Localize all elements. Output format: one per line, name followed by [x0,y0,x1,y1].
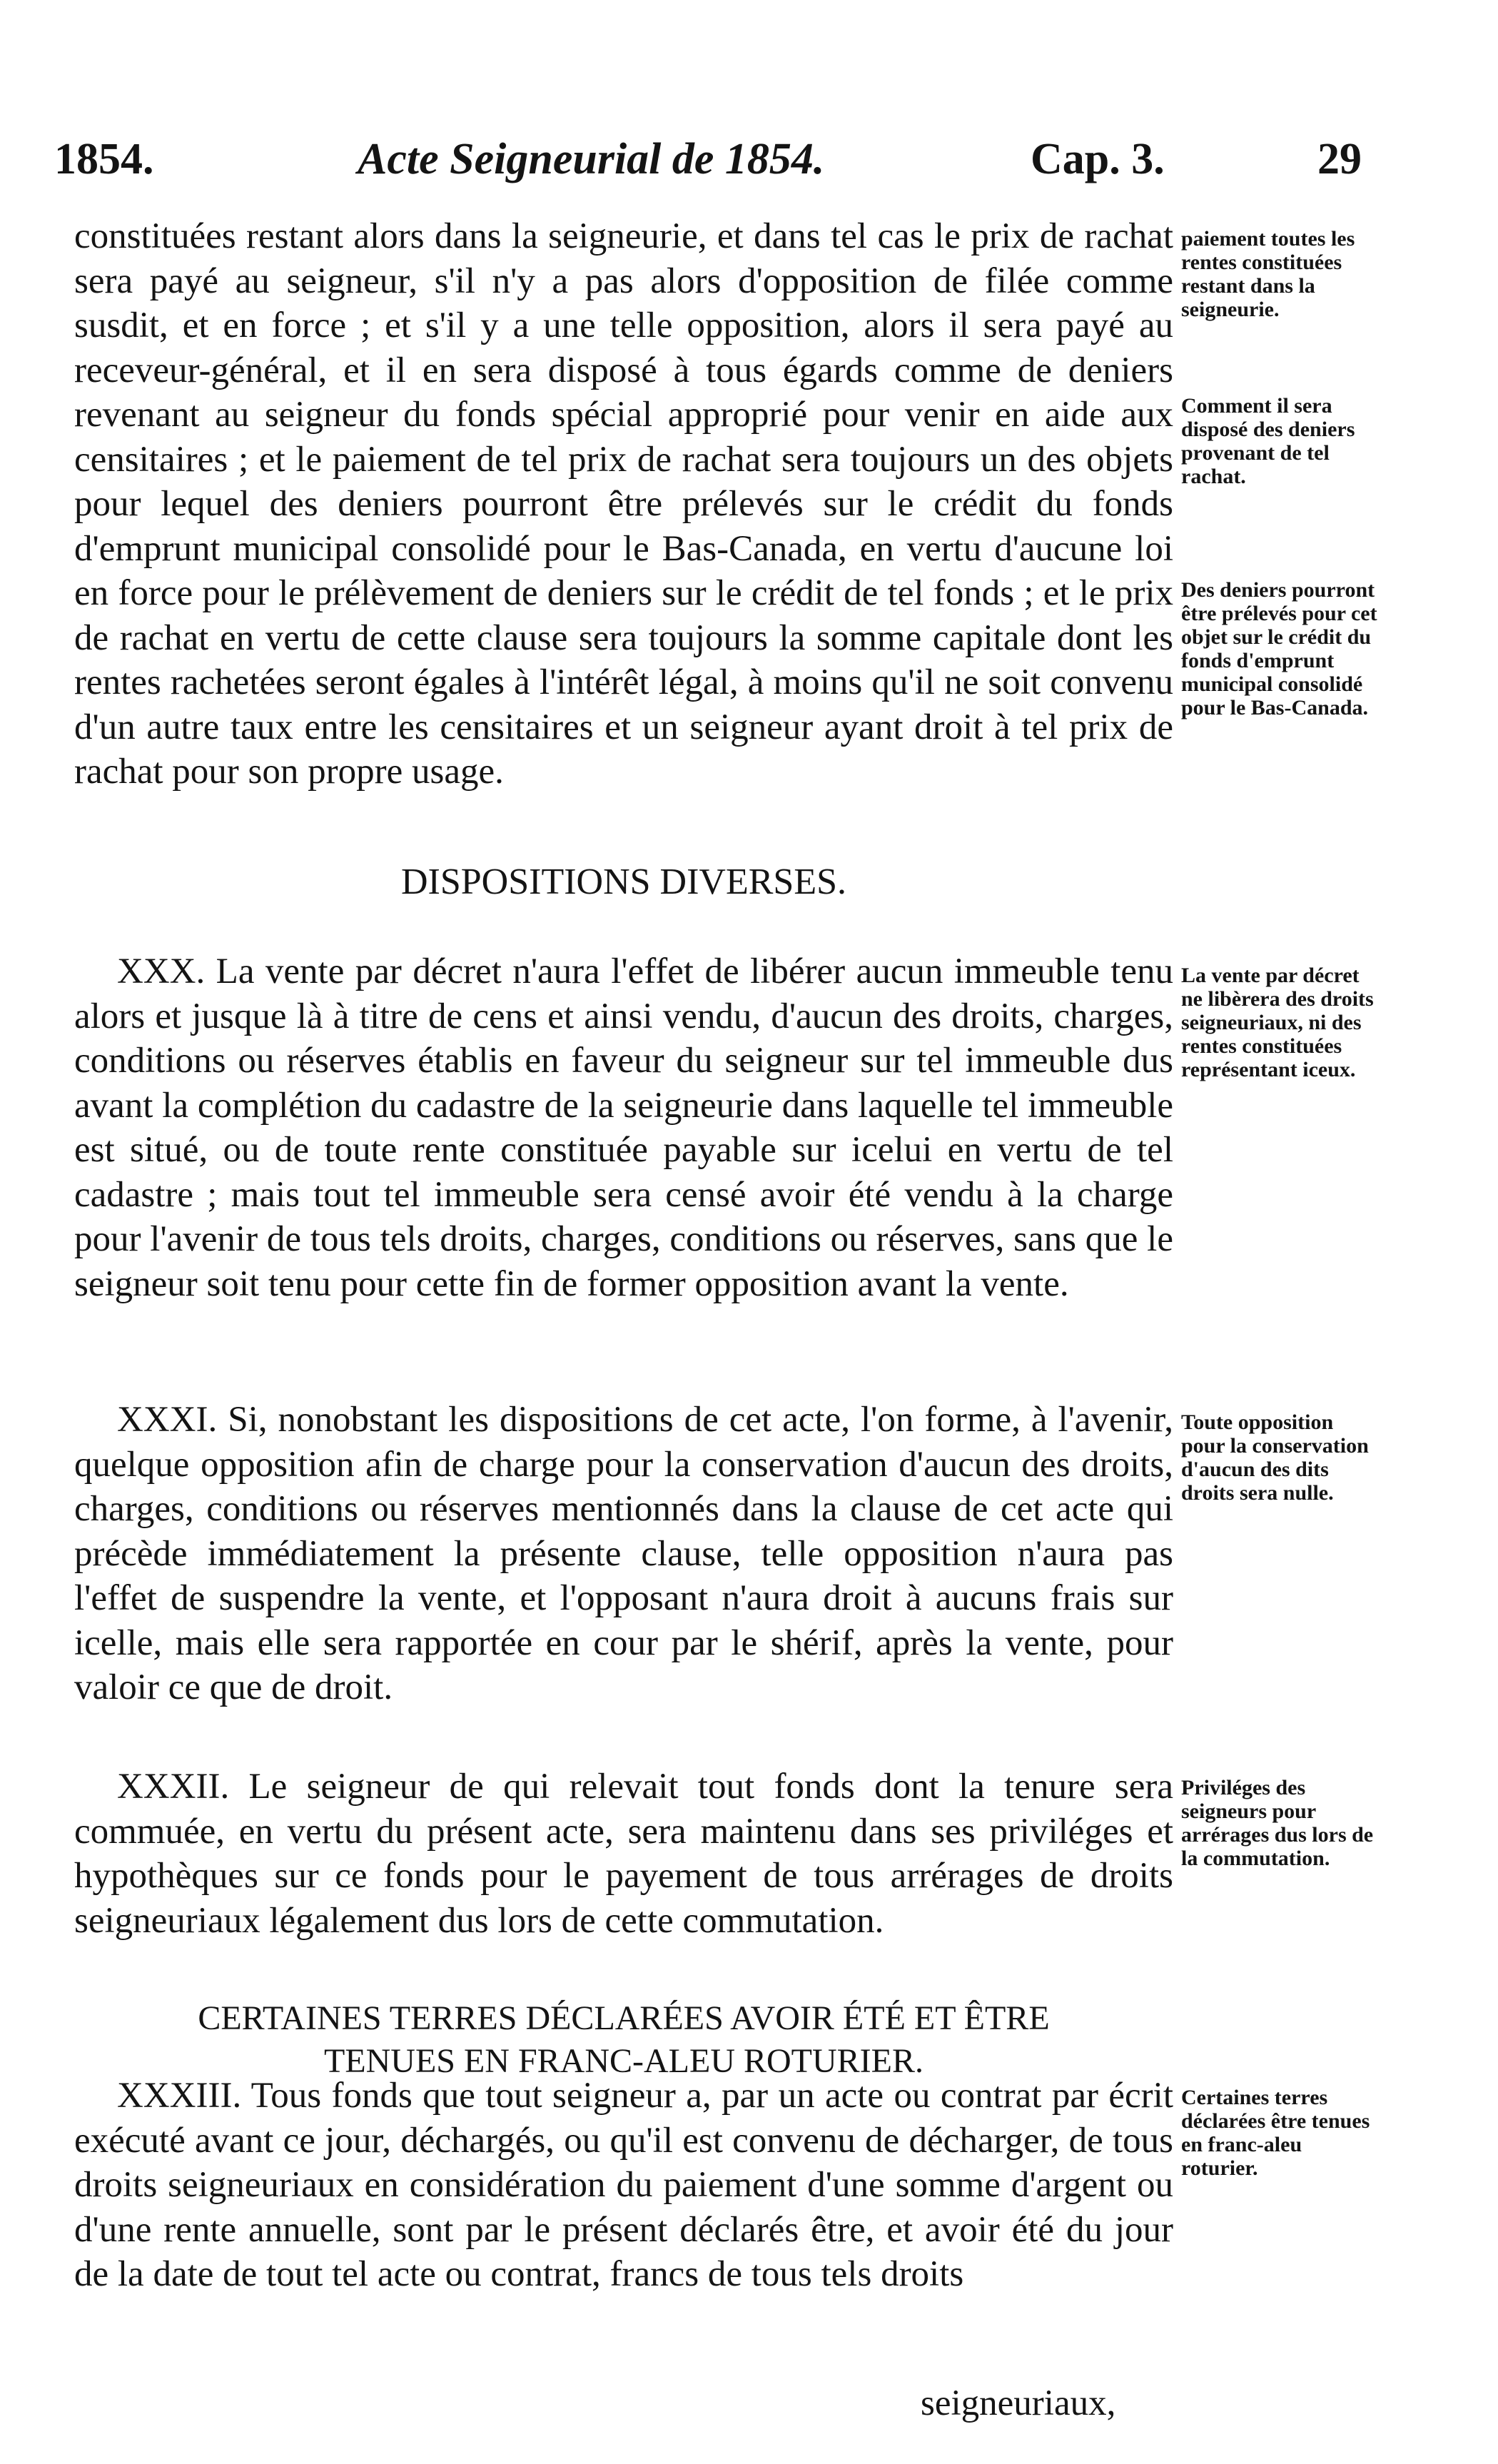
section-text: XXXII. Le seigneur de qui relevait tout fonds dont la tenure sera commuée, en vertu du présent acte, sera maintenu dans ses priviléges et hypothèques sur ce fonds pour le payement de tous arrérages de droits seigneuriaux légalement dus lors de cette commutation. [74,1767,1173,1941]
section-31 [74,1398,1173,1710]
section-heading: DISPOSITIONS DIVERSES. [400,862,847,902]
paragraph-continuation [74,214,1173,794]
section-32 [74,1764,1173,1943]
heading-line: CERTAINES TERRES DÉCLARÉES AVOIR ÉTÉ ET ÊTRE [198,1999,1050,2037]
heading-line: TENUES EN FRANC-ALEU ROTURIER. [324,2042,923,2080]
margin-note: La vente par décret ne libèrera des droits seigneuriaux, ni des rentes constituées représentant iceux. [1181,964,1374,1081]
page-number: 29 [1317,135,1362,183]
page-header [54,134,1396,198]
margin-note: paiement toutes les rentes constituées restant dans la seigneurie. [1181,227,1355,321]
section-text: XXXI. Si, nonobstant les dispositions de cet acte, l'on forme, à l'avenir, quelque opposition afin de charge pour la conservation d'aucun des droits, charges, conditions ou réserves mentionnés dans la clause de cet acte qui précède immédiatement la présente clause, telle opposition n'aura pas l'effet de suspendre la vente, et l'opposant n'aura droit à aucuns frais sur icelle, mais elle sera rapportée en cour par le shérif, après la vente, pour valoir ce que de droit. [74,1400,1173,1707]
catchword: seigneuriaux, [921,2383,1116,2423]
margin-note: Toute opposition pour la conservation d'aucun des dits droits sera nulle. [1181,1410,1369,1505]
section-30 [74,949,1173,1306]
header-title: Acte Seigneurial de 1854. [358,135,825,183]
section-text: XXXIII. Tous fonds que tout seigneur a, par un acte ou contrat par écrit exécuté avant ce jour, déchargés, ou qu'il est convenu de décharger, de tous droits seigneuriaux en considération du paiement d'une somme d'argent ou d'une rente annuelle, sont par le présent déclarés être, et avoir été du jour de la date de tout tel acte ou contrat, francs de tous tels droits [74,2076,1173,2294]
margin-note: Certaines terres déclarées être tenues en franc-aleu roturier. [1181,2086,1370,2180]
paragraph-text: constituées restant alors dans la seigneurie, et dans tel cas le prix de rachat sera payé au seigneur, s'il n'y a pas alors d'opposition de filée comme susdit, et en force ; et s'il y a une telle opposition, alors il sera payé au receveur-général, et il en sera disposé à tous égards comme de deniers revenant au seigneur du fonds spécial approprié pour venir en aide aux censitaires ; et le paiement de tel prix de rachat sera toujours un des objets pour lequel des deniers pourront être prélevés sur le crédit du fonds d'emprunt municipal consolidé pour le Bas-Canada, en vertu d'aucune loi en force pour le prélèvement de deniers sur le crédit de tel fonds ; et le prix de rachat en vertu de cette clause sera toujours la somme capitale dont les rentes rachetées seront égales à l'intérêt légal, à moins qu'il ne soit convenu d'un autre taux entre les censitaires et un seigneur ayant droit à tel prix de rachat pour son propre usage. [74,216,1173,792]
section-33 [74,2074,1173,2297]
header-chapter: Cap. 3. [1031,135,1165,183]
margin-note: Des deniers pourront être prélevés pour cet objet sur le crédit du fonds d'emprunt municipal consolidé pour le Bas-Canada. [1181,578,1377,719]
margin-note: Priviléges des seigneurs pour arrérages dus lors de la commutation. [1181,1776,1374,1870]
header-year: 1854. [54,135,154,183]
section-heading [74,1997,1173,2083]
margin-note: Comment il sera disposé des deniers provenant de tel rachat. [1181,394,1355,488]
section-text: XXX. La vente par décret n'aura l'effet de libérer aucun immeuble tenu alors et jusque là à titre de cens et ainsi vendu, d'aucun des droits, charges, conditions ou réserves établis en faveur du seigneur sur tel immeuble dus avant la complétion du cadastre de la seigneurie dans laquelle tel immeuble est situé, ou de toute rente constituée payable sur icelui en vertu de tel cadastre ; mais tout tel immeuble sera censé avoir été vendu à la charge pour l'avenir de tous tels droits, charges, conditions ou réserves, sans que le seigneur soit tenu pour cette fin de former opposition avant la vente. [74,951,1173,1304]
